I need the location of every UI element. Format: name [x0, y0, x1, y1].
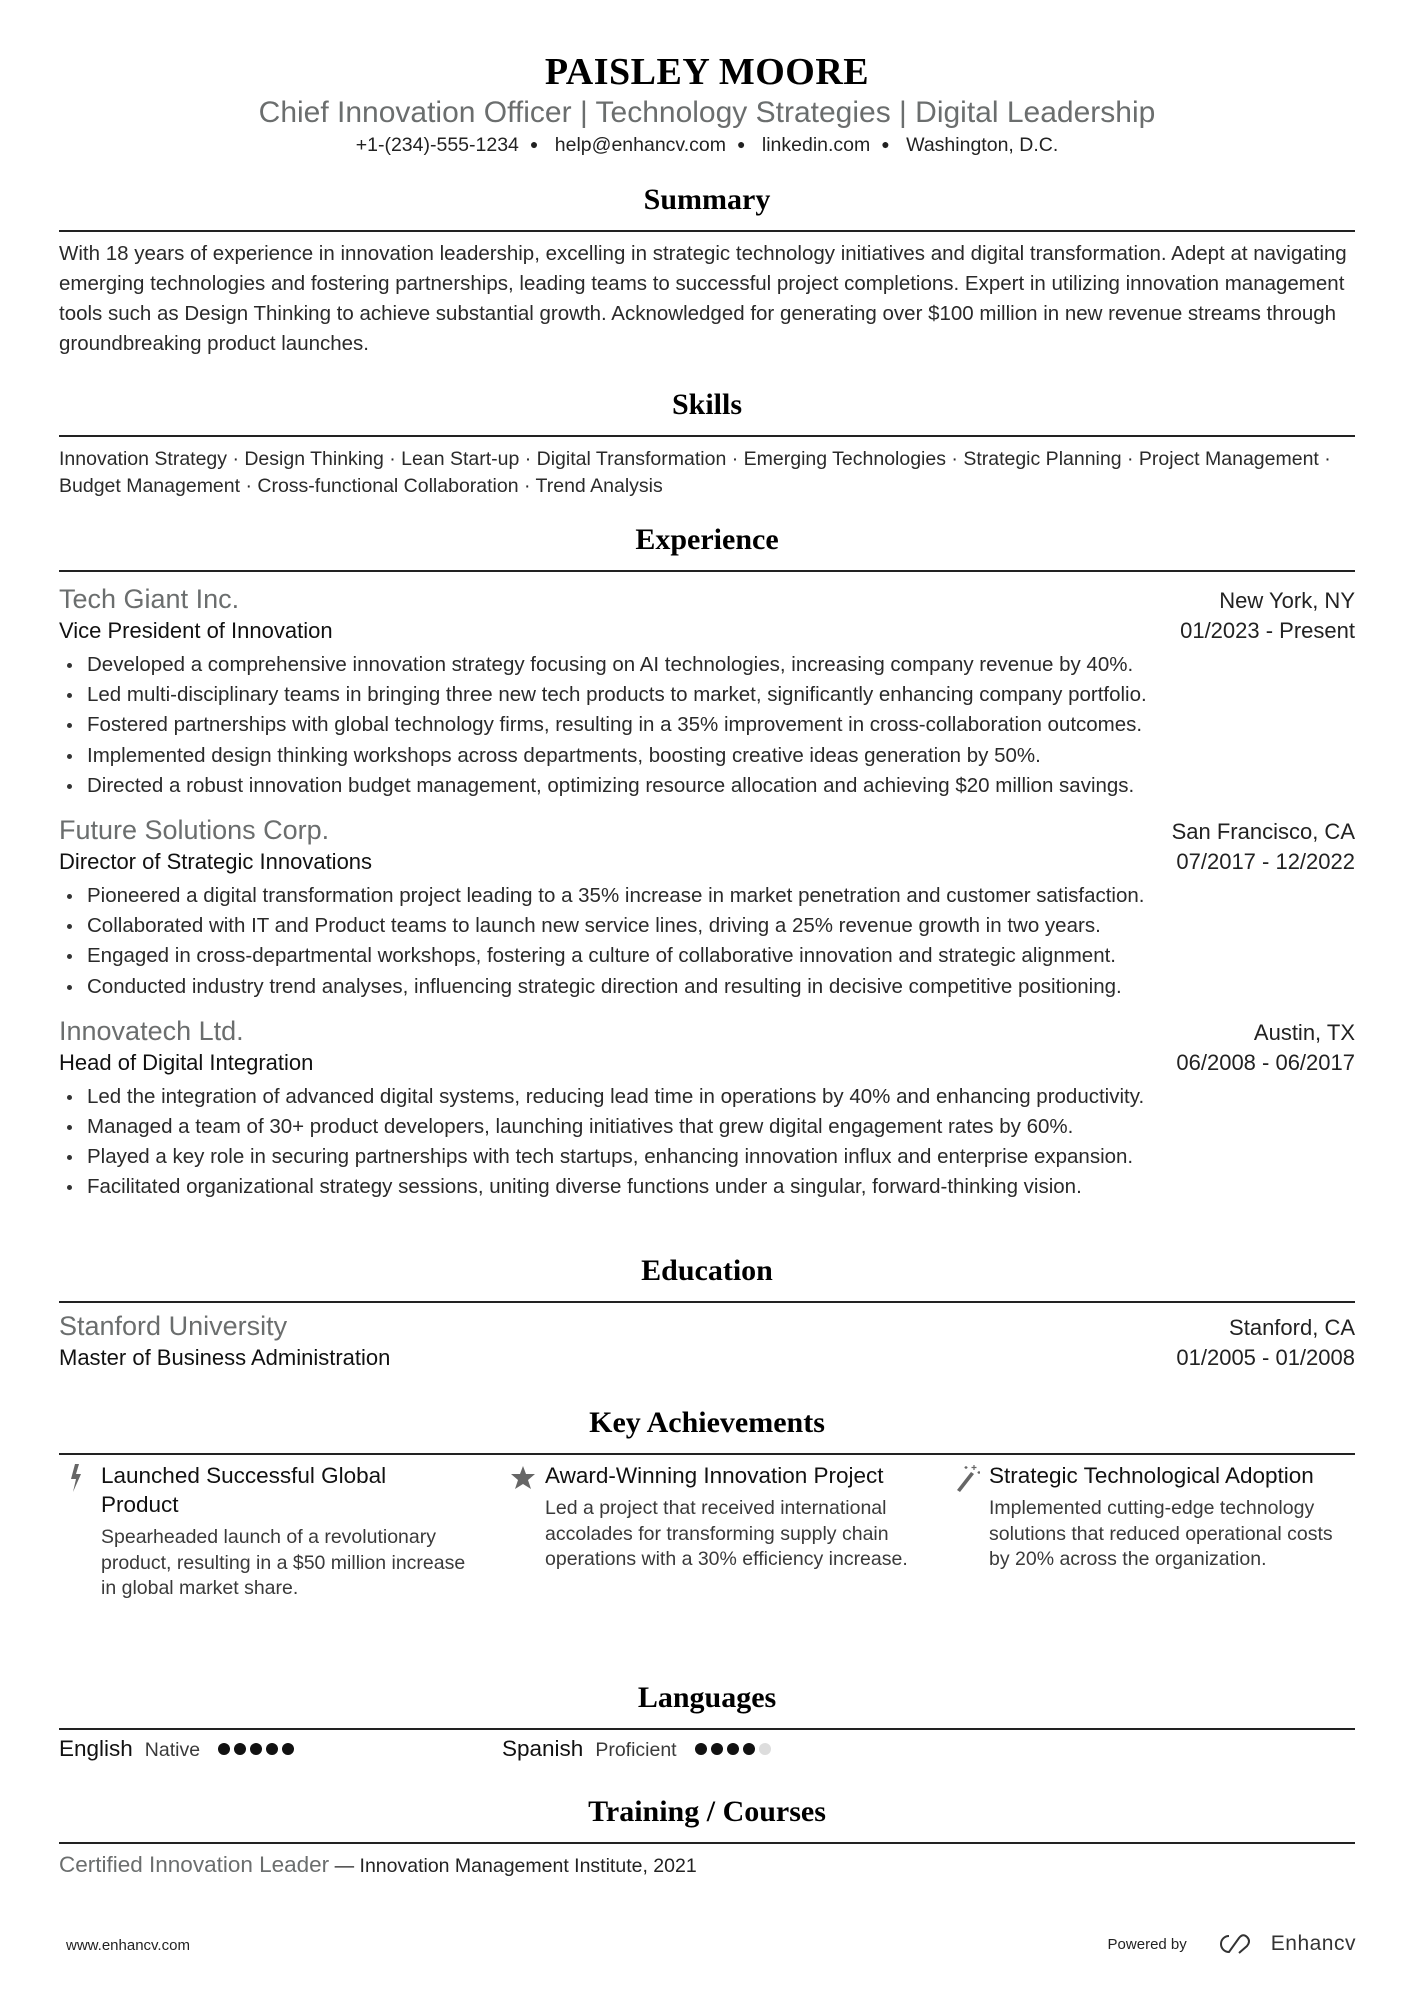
summary-section	[59, 184, 1355, 359]
linkedin[interactable]: linkedin.com	[761, 134, 871, 156]
company-name: Innovatech Ltd.	[59, 1015, 244, 1046]
language-name: Spanish	[502, 1736, 584, 1761]
achievement-desc: Spearheaded launch of a revolutionary product, resulting in a $50 million increase in global market share.	[101, 1526, 466, 1599]
star-icon	[510, 1463, 536, 1493]
proficiency-rating	[218, 1743, 294, 1755]
job-bullets	[59, 1082, 1355, 1203]
bullet-item: Led multi-disciplinary teams in bringing three new tech products to market, significantly enhancing company portfolio.	[59, 680, 1355, 710]
location: Washington, D.C.	[906, 134, 1059, 156]
job-dates: 07/2017 - 12/2022	[1176, 849, 1355, 875]
degree: Master of Business Administration	[59, 1345, 391, 1370]
divider	[59, 1453, 1355, 1455]
rating-dot	[759, 1743, 771, 1755]
section-heading: Languages	[637, 1681, 777, 1714]
language-level: Native	[144, 1739, 201, 1761]
bullet-item: Directed a robust innovation budget management, optimizing resource allocation and achieving $20 million savings.	[59, 771, 1355, 801]
degree-row	[59, 1345, 1355, 1371]
achievement-title: Launched Successful Global Product	[101, 1463, 387, 1517]
bullet-item: Implemented design thinking workshops across departments, boosting creative ideas generation by 50%.	[59, 741, 1355, 771]
rating-dot	[282, 1743, 294, 1755]
rating-dot	[711, 1743, 723, 1755]
achievement-desc: Implemented cutting-edge technology solutions that reduced operational costs by 20% across the organization.	[989, 1497, 1333, 1570]
job-location: New York, NY	[1219, 588, 1355, 613]
section-heading: Skills	[671, 388, 743, 421]
bullet-item: Led the integration of advanced digital systems, reducing lead time in operations by 40% and enhancing productivity.	[59, 1082, 1355, 1112]
enhancv-logo-icon	[1215, 1932, 1259, 1956]
headline: Chief Innovation Officer | Technology Strategies | Digital Leadership	[258, 96, 1156, 129]
bullet-item: Collaborated with IT and Product teams to launch new service lines, driving a 25% revenue growth in two years.	[59, 911, 1355, 941]
experience-section	[59, 524, 1355, 1203]
bullet-item: Managed a team of 30+ product developers, launching initiatives that grew digital engagement rates by 60%.	[59, 1112, 1355, 1142]
rating-dot	[234, 1743, 246, 1755]
rating-dot	[218, 1743, 230, 1755]
candidate-name: PAISLEY MOORE	[544, 51, 870, 93]
job-title: Head of Digital Integration	[59, 1049, 314, 1075]
skills-list: Innovation Strategy · Design Thinking · Lean Start-up · Digital Transformation · Emerging Technologies · Strategic Planning · Project Management · Budget Management · Cross-functional Collaboration · Trend Analysis	[59, 448, 1331, 497]
bullet-item: Developed a comprehensive innovation strategy focusing on AI technologies, increasing company revenue by 40%.	[59, 650, 1355, 680]
magic-wand-icon	[954, 1463, 980, 1493]
rating-dot	[727, 1743, 739, 1755]
achievement-item	[66, 1461, 466, 1602]
bullet-item: Pioneered a digital transformation project leading to a 35% increase in market penetration and customer satisfaction.	[59, 881, 1355, 911]
course-name: Certified Innovation Leader	[59, 1852, 330, 1877]
languages-section	[59, 1682, 1355, 1772]
education-section	[59, 1255, 1355, 1371]
section-heading: Key Achievements	[589, 1406, 825, 1439]
language-item	[502, 1736, 771, 1762]
section-heading: Experience	[635, 523, 779, 556]
bullet-item: Conducted industry trend analyses, influencing strategic direction and resulting in decisive competitive positioning.	[59, 972, 1355, 1002]
rating-dot	[743, 1743, 755, 1755]
language-item	[59, 1736, 294, 1762]
divider	[59, 570, 1355, 572]
proficiency-rating	[695, 1743, 771, 1755]
course-institution: Innovation Management Institute, 2021	[359, 1855, 697, 1877]
job-dates: 06/2008 - 06/2017	[1176, 1049, 1355, 1075]
company-name: Tech Giant Inc.	[59, 584, 240, 614]
divider	[59, 1301, 1355, 1303]
bullet-item: Facilitated organizational strategy sessions, uniting diverse functions under a singular, forward-thinking vision.	[59, 1172, 1355, 1202]
brand-name: Enhancv	[1270, 1932, 1356, 1955]
education-entry	[59, 1311, 1355, 1342]
summary-text: With 18 years of experience in innovation leadership, excelling in strategic technology initiatives and digital transformation. Adept at navigating emerging technologies and fostering partnerships, leading teams to successful project completions. Expert in utilizing innovation management tools such as Design Thinking to achieve substantial growth. Acknowledged for generating over $100 million in new revenue streams through groundbreaking product launches.	[59, 242, 1347, 355]
job-entry	[59, 1016, 1355, 1203]
rating-dot	[266, 1743, 278, 1755]
job-entry	[59, 584, 1355, 801]
section-heading: Summary	[643, 183, 771, 216]
school-name: Stanford University	[59, 1311, 288, 1341]
training-section	[59, 1796, 1355, 1878]
achievement-title: Award-Winning Innovation Project	[545, 1463, 884, 1488]
language-name: English	[59, 1736, 133, 1761]
divider	[59, 1842, 1355, 1844]
divider	[59, 435, 1355, 437]
job-location: San Francisco, CA	[1171, 819, 1355, 845]
language-level: Proficient	[595, 1739, 677, 1761]
rating-dot	[695, 1743, 707, 1755]
bullet-item: Fostered partnerships with global technology firms, resulting in a 35% improvement in cross-collaboration outcomes.	[59, 710, 1355, 740]
course-entry	[59, 1852, 1355, 1878]
achievement-title: Strategic Technological Adoption	[989, 1463, 1314, 1488]
school-location: Stanford, CA	[1229, 1315, 1355, 1340]
job-bullets	[59, 650, 1355, 801]
contact-row: +1-(234)-555-1234 ● help@enhancv.com ● linkedin.com ● Washington, D.C.	[355, 134, 1059, 156]
powered-by: Powered by	[1107, 1935, 1187, 1953]
bullet-item: Engaged in cross-departmental workshops, fostering a culture of collaborative innovation and strategic alignment.	[59, 941, 1355, 971]
divider	[59, 1728, 1355, 1730]
achievements-section	[59, 1407, 1355, 1667]
course-separator: —	[329, 1855, 360, 1877]
bullet-item: Played a key role in securing partnerships with tech startups, enhancing innovation influx and enterprise expansion.	[59, 1142, 1355, 1172]
job-title: Director of Strategic Innovations	[59, 849, 373, 875]
footer-website[interactable]: www.enhancv.com	[66, 1937, 190, 1954]
achievement-item	[510, 1461, 910, 1573]
section-heading: Training / Courses	[588, 1795, 826, 1828]
lightning-icon	[66, 1463, 92, 1493]
rating-dot	[250, 1743, 262, 1755]
achievement-desc: Led a project that received international accolades for transforming supply chain operations with a 30% efficiency increase.	[545, 1497, 908, 1570]
job-location: Austin, TX	[1253, 1019, 1355, 1045]
section-heading: Education	[641, 1254, 773, 1287]
job-title: Vice President of Innovation	[59, 618, 333, 643]
achievement-item	[954, 1461, 1354, 1573]
education-dates: 01/2005 - 01/2008	[1176, 1345, 1355, 1370]
phone[interactable]: +1-(234)-555-1234	[355, 134, 519, 156]
skills-section	[59, 389, 1355, 499]
footer-branding[interactable]	[1108, 1932, 1356, 1956]
job-entry	[59, 815, 1355, 1002]
job-bullets	[59, 881, 1355, 1002]
company-name: Future Solutions Corp.	[59, 815, 330, 846]
divider	[59, 230, 1355, 232]
job-dates: 01/2023 - Present	[1180, 618, 1355, 643]
email[interactable]: help@enhancv.com	[554, 134, 726, 156]
